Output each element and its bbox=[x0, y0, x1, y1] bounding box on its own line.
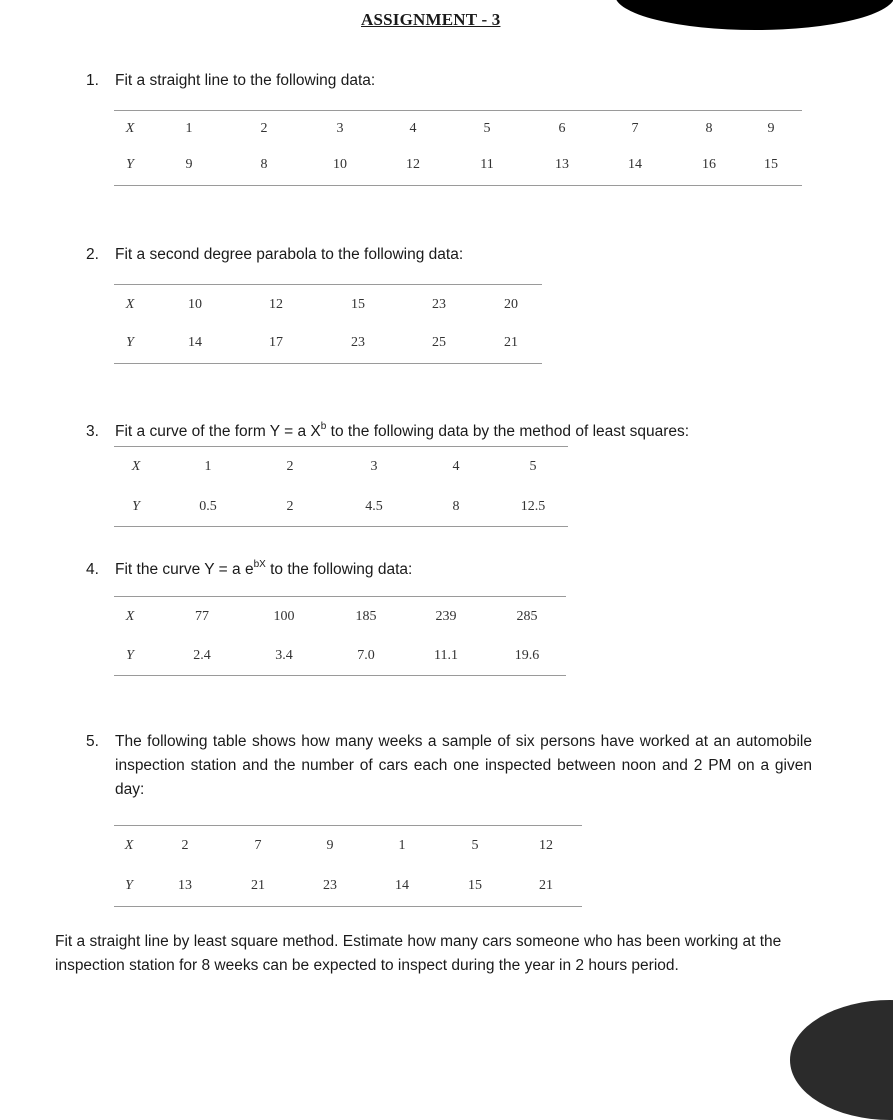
question-text-after: to the following data by the method of least squares: bbox=[326, 423, 690, 440]
table-cell-y: 19.6 bbox=[514, 648, 540, 663]
table-cell-x: 4 bbox=[452, 459, 460, 474]
table-cell-x: 12 bbox=[539, 838, 553, 853]
table-cell-x: 5 bbox=[483, 121, 491, 136]
row-label-x: X bbox=[125, 297, 135, 312]
table-cell-y: 4.5 bbox=[365, 499, 383, 514]
question-text-before: Fit a curve of the form Y = a X bbox=[115, 423, 321, 440]
table-cell-x: 2 bbox=[181, 838, 189, 853]
question-1 bbox=[86, 69, 806, 93]
row-label-y: Y bbox=[126, 335, 134, 350]
row-label-y: Y bbox=[126, 648, 134, 663]
table-cell-y: 7.0 bbox=[357, 648, 375, 663]
table-cell-y: 23 bbox=[351, 335, 365, 350]
table-cell-y: 10 bbox=[333, 157, 347, 172]
data-table-3 bbox=[114, 446, 568, 527]
table-cell-x: 9 bbox=[767, 121, 775, 136]
data-table-5 bbox=[114, 825, 582, 907]
question-number: 3. bbox=[86, 423, 99, 440]
table-cell-y: 8 bbox=[260, 157, 268, 172]
table-cell-x: 15 bbox=[351, 297, 365, 312]
question-text: Fit a second degree parabola to the following data: bbox=[115, 246, 464, 263]
table-cell-y: 0.5 bbox=[199, 499, 217, 514]
table-cell-x: 1 bbox=[398, 838, 406, 853]
table-cell-y: 8 bbox=[452, 499, 460, 514]
table-cell-x: 1 bbox=[204, 459, 212, 474]
table-cell-y: 17 bbox=[269, 335, 283, 350]
question-5 bbox=[86, 730, 816, 802]
data-table-2 bbox=[114, 284, 542, 364]
question-text-after: to the following data: bbox=[265, 561, 413, 578]
table-cell-x: 5 bbox=[529, 459, 537, 474]
table-cell-x: 2 bbox=[260, 121, 268, 136]
page-title: ASSIGNMENT - 3 bbox=[361, 10, 501, 29]
table-cell-x: 5 bbox=[471, 838, 479, 853]
table-cell-y: 21 bbox=[504, 335, 518, 350]
table-cell-x: 1 bbox=[185, 121, 193, 136]
corner-shadow bbox=[790, 1000, 893, 1120]
table-cell-x: 6 bbox=[558, 121, 566, 136]
question-text: The following table shows how many weeks a sample of six persons have worked at an automobile inspection station and the number of cars each one inspected between noon and 2 PM on a given day: bbox=[115, 733, 812, 798]
question-text: Fit a straight line to the following data: bbox=[115, 72, 376, 89]
table-cell-x: 12 bbox=[269, 297, 283, 312]
table-cell-y: 13 bbox=[555, 157, 569, 172]
table-cell-x: 8 bbox=[705, 121, 713, 136]
question-3 bbox=[86, 420, 806, 444]
table-cell-y: 9 bbox=[185, 157, 193, 172]
table-cell-x: 100 bbox=[273, 609, 295, 624]
table-cell-x: 3 bbox=[336, 121, 344, 136]
table-cell-x: 3 bbox=[370, 459, 378, 474]
data-table-1 bbox=[114, 110, 802, 186]
row-label-x: X bbox=[125, 121, 135, 136]
table-cell-x: 9 bbox=[326, 838, 334, 853]
redaction-mark-top bbox=[615, 0, 893, 30]
table-cell-x: 285 bbox=[516, 609, 538, 624]
table-cell-x: 7 bbox=[631, 121, 639, 136]
table-cell-y: 15 bbox=[764, 157, 778, 172]
table-cell-x: 239 bbox=[435, 609, 457, 624]
table-cell-y: 2.4 bbox=[193, 648, 211, 663]
data-table-4 bbox=[114, 596, 566, 676]
question-number: 2. bbox=[86, 246, 99, 263]
table-cell-y: 21 bbox=[251, 878, 265, 893]
table-cell-y: 23 bbox=[323, 878, 337, 893]
table-cell-x: 77 bbox=[195, 609, 209, 624]
row-label-x: X bbox=[125, 609, 135, 624]
question-number: 5. bbox=[86, 733, 99, 750]
table-cell-x: 7 bbox=[254, 838, 262, 853]
table-cell-y: 14 bbox=[395, 878, 409, 893]
table-cell-y: 15 bbox=[468, 878, 482, 893]
table-cell-y: 13 bbox=[178, 878, 192, 893]
row-label-y: Y bbox=[126, 157, 134, 172]
closing-instruction: Fit a straight line by least square method. Estimate how many cars someone who has been working at the inspection station for 8 weeks can be expected to inspect during the year in 2 hours period. bbox=[55, 933, 782, 974]
table-cell-y: 16 bbox=[702, 157, 716, 172]
row-label-x: X bbox=[131, 459, 141, 474]
table-cell-y: 11.1 bbox=[434, 648, 458, 663]
table-cell-y: 14 bbox=[628, 157, 642, 172]
table-cell-y: 21 bbox=[539, 878, 553, 893]
exponent: bX bbox=[253, 558, 266, 570]
question-2 bbox=[86, 243, 806, 267]
table-cell-y: 14 bbox=[188, 335, 202, 350]
table-cell-y: 3.4 bbox=[275, 648, 293, 663]
table-cell-x: 23 bbox=[432, 297, 446, 312]
table-cell-y: 11 bbox=[480, 157, 494, 172]
table-cell-y: 12 bbox=[406, 157, 420, 172]
question-text-before: Fit the curve Y = a e bbox=[115, 561, 254, 578]
table-cell-x: 4 bbox=[409, 121, 417, 136]
table-cell-y: 12.5 bbox=[520, 499, 546, 514]
row-label-x: X bbox=[124, 838, 134, 853]
row-label-y: Y bbox=[125, 878, 133, 893]
exponent: b bbox=[320, 420, 327, 432]
row-label-y: Y bbox=[132, 499, 140, 514]
table-cell-y: 25 bbox=[432, 335, 446, 350]
question-number: 4. bbox=[86, 561, 99, 578]
table-cell-x: 10 bbox=[188, 297, 202, 312]
table-cell-x: 185 bbox=[355, 609, 377, 624]
table-cell-y: 2 bbox=[286, 499, 294, 514]
question-number: 1. bbox=[86, 72, 99, 89]
question-4 bbox=[86, 558, 806, 582]
table-cell-x: 2 bbox=[286, 459, 294, 474]
table-cell-x: 20 bbox=[504, 297, 518, 312]
